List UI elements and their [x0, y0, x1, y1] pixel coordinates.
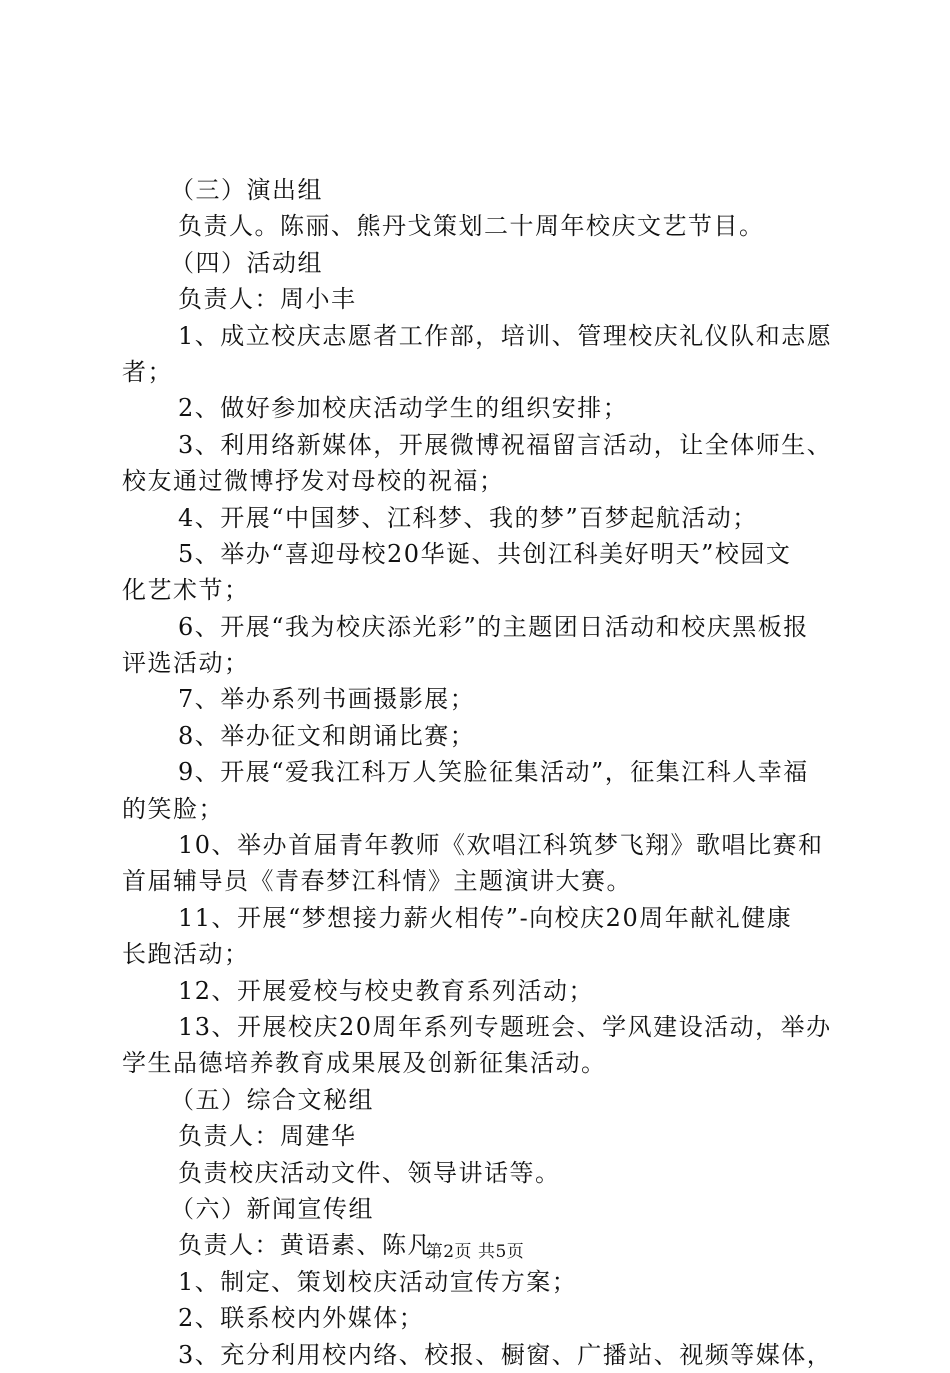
paragraph-line: 负责人。陈丽、熊丹戈策划二十周年校庆文艺节目。 [178, 212, 765, 241]
list-item-line: 2、做好参加校庆活动学生的组织安排； [178, 394, 629, 423]
paragraph-line: 负责人：周建华 [178, 1122, 357, 1151]
list-item-continuation: 长跑活动； [122, 940, 250, 969]
document-body [122, 172, 834, 1373]
list-item-line: 4、开展“中国梦、江科梦、我的梦”百梦起航活动； [178, 503, 758, 532]
list-item-continuation: 的笑脸； [122, 794, 224, 823]
list-item-line: 9、开展“爱我江科万人笑脸征集活动”，征集江科人幸福 [178, 758, 809, 787]
list-item-line: 1、成立校庆志愿者工作部，培训、管理校庆礼仪队和志愿 [178, 321, 833, 350]
list-item-line: 7、举办系列书画摄影展； [178, 685, 476, 714]
paragraph-line: 负责人：黄语素、陈凡 [178, 1231, 433, 1260]
list-item-line: 2、联系校内外媒体； [178, 1304, 425, 1333]
list-item-continuation: 评选活动； [122, 649, 250, 678]
list-item-line: 3、利用络新媒体，开展微博祝福留言活动，让全体师生、 [178, 430, 833, 459]
section-heading-publicity: （六）新闻宣传组 [170, 1194, 374, 1223]
list-item-continuation: 校友通过微博抒发对母校的祝福； [122, 467, 505, 496]
list-item-continuation: 学生品德培养教育成果展及创新征集活动。 [122, 1049, 607, 1078]
list-item-line: 8、举办征文和朗诵比赛； [178, 721, 476, 750]
section-heading-performance: （三）演出组 [170, 176, 323, 204]
list-item-continuation: 化艺术节； [122, 576, 250, 605]
paragraph-line: 负责校庆活动文件、领导讲话等。 [178, 1158, 561, 1187]
list-item-line: 12、开展爱校与校史教育系列活动； [178, 976, 595, 1005]
list-item-line: 10、举办首届青年教师《欢唱江科筑梦飞翔》歌唱比赛和 [178, 831, 824, 860]
list-item-continuation: 者； [122, 357, 173, 386]
section-heading-activities: （四）活动组 [170, 248, 323, 277]
list-item-continuation: 首届辅导员《青春梦江科情》主题演讲大赛。 [122, 867, 632, 896]
list-item-line: 13、开展校庆20周年系列专题班会、学风建设活动，举办 [178, 1012, 832, 1041]
section-heading-secretariat: （五）综合文秘组 [170, 1085, 374, 1114]
page-number-footer: 第2页 共5页 [425, 1242, 525, 1262]
list-item-line: 11、开展“梦想接力薪火相传”-向校庆20周年献礼健康 [178, 903, 793, 932]
list-item-line: 1、制定、策划校庆活动宣传方案； [178, 1267, 578, 1296]
list-item-line: 5、举办“喜迎母校20华诞、共创江科美好明天”校园文 [178, 539, 792, 568]
paragraph-line: 负责人：周小丰 [178, 285, 357, 314]
list-item-line: 3、充分利用校内络、校报、橱窗、广播站、视频等媒体， [178, 1340, 833, 1369]
list-item-line: 6、开展“我为校庆添光彩”的主题团日活动和校庆黑板报 [178, 612, 809, 641]
